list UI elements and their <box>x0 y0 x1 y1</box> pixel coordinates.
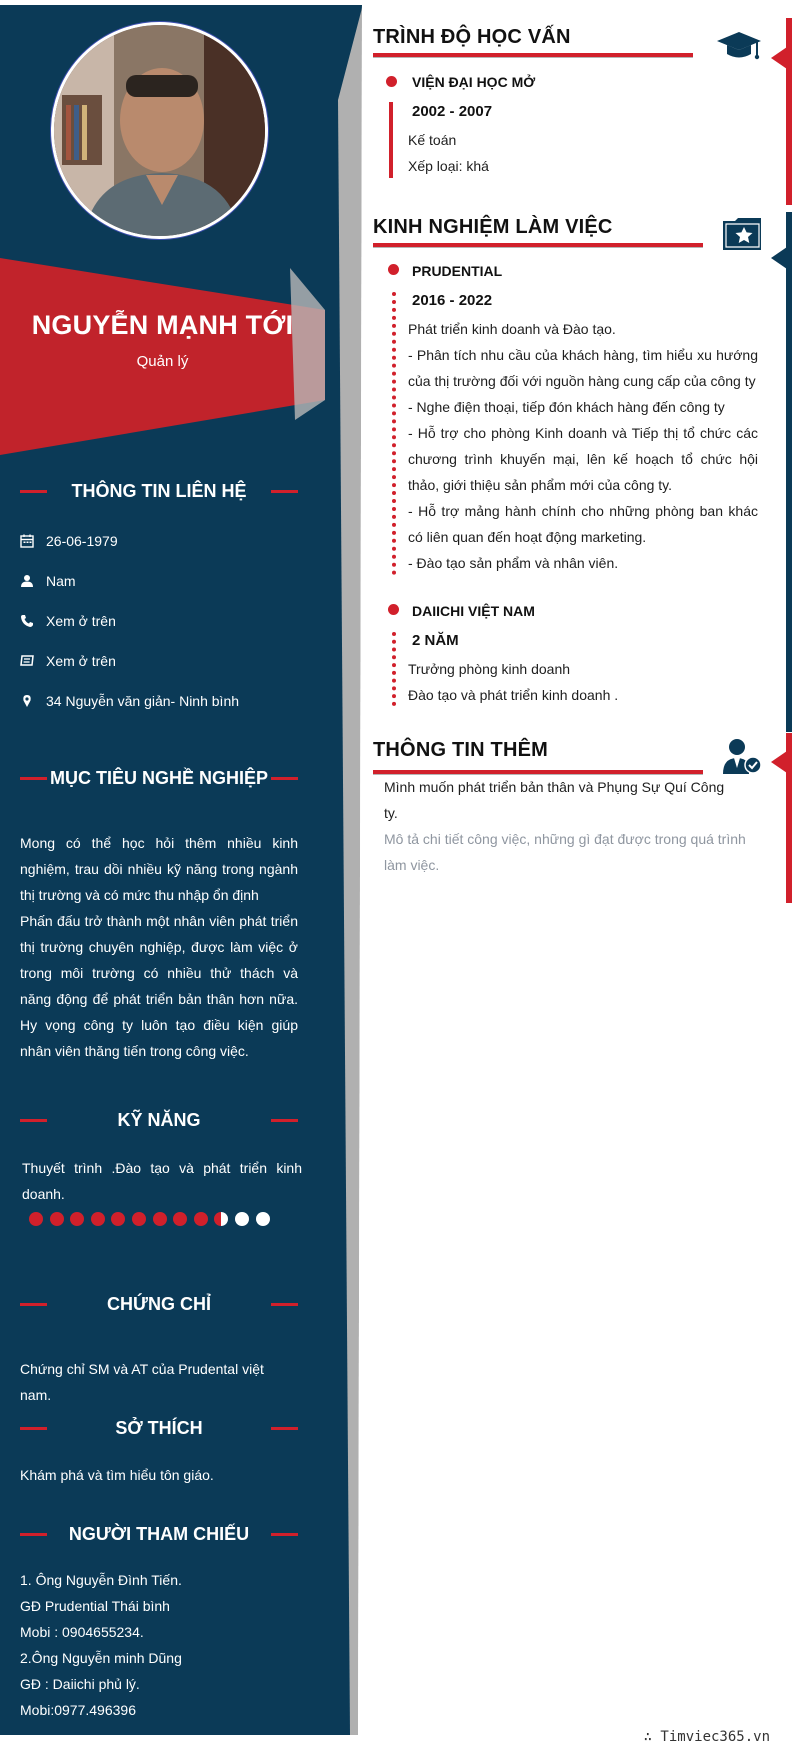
skill-rating-dot <box>91 1212 105 1226</box>
skill-rating-dot <box>111 1212 125 1226</box>
experience-details <box>408 316 758 576</box>
objective-heading <box>20 768 298 789</box>
contact-gender <box>20 570 300 592</box>
objective-heading-text: MỤC TIÊU NGHỀ NGHIỆP <box>49 768 268 788</box>
heading-dash <box>271 1119 298 1122</box>
timeline-bullet <box>386 76 397 87</box>
envelope-icon <box>20 654 46 668</box>
objective-text <box>20 830 298 1064</box>
education-heading: TRÌNH ĐỘ HỌC VẤN <box>373 26 571 48</box>
education-school: VIỆN ĐẠI HỌC MỞ <box>412 74 536 90</box>
gender-value: Nam <box>46 573 76 589</box>
certificates-heading <box>20 1294 298 1315</box>
phone-icon <box>20 614 46 628</box>
section-notch <box>771 751 787 773</box>
skill-rating <box>29 1212 270 1226</box>
heading-dash <box>20 1427 47 1430</box>
experience-heading: KINH NGHIỆM LÀM VIỆC <box>373 216 613 238</box>
skill-rating-dot <box>29 1212 43 1226</box>
experience-detail-line: - Đào tạo sản phẩm và nhân viên. <box>408 555 619 571</box>
hobbies-text: Khám phá và tìm hiểu tôn giáo. <box>20 1467 214 1483</box>
heading-dash <box>271 777 298 780</box>
phone-value: Xem ở trên <box>46 613 116 629</box>
timeline-bullet <box>388 264 399 275</box>
contact-heading-text: THÔNG TIN LIÊN HỆ <box>71 481 247 501</box>
education-detail-line: Kế toán <box>408 132 457 148</box>
contact-heading <box>20 481 298 502</box>
skill-rating-dot <box>70 1212 84 1226</box>
candidate-role: Quản lý <box>136 353 189 370</box>
experience-detail-line: Đào tạo và phát triển kinh doanh . <box>408 687 619 703</box>
experience-company: PRUDENTIAL <box>412 263 503 279</box>
certificates-text: Chứng chỉ SM và AT của Prudental việt nam. <box>20 1361 264 1403</box>
section-notch <box>771 47 787 69</box>
timeline-line <box>389 102 393 178</box>
education-heading-underline <box>373 53 693 57</box>
experience-period: 2 NĂM <box>412 632 459 649</box>
contact-email <box>20 650 300 672</box>
education-detail-line: Xếp loại: khá <box>408 158 489 174</box>
reference-line: GĐ Prudential Thái bình <box>20 1598 170 1614</box>
contact-phone <box>20 610 300 632</box>
reference-line: Mobi:0977.496396 <box>20 1702 136 1718</box>
references-heading-text: NGƯỜI THAM CHIẾU <box>68 1524 250 1544</box>
section-notch <box>771 247 787 269</box>
experience-heading-underline <box>373 243 703 247</box>
heading-dash <box>271 1303 298 1306</box>
skill-rating-dot <box>153 1212 167 1226</box>
experience-detail-line: Trưởng phòng kinh doanh <box>408 661 571 677</box>
timeline-dotted-line <box>392 292 396 575</box>
star-folder-icon <box>722 217 762 256</box>
heading-dash <box>20 490 47 493</box>
references-heading <box>20 1524 298 1545</box>
skill-rating-dot <box>132 1212 146 1226</box>
contact-birthday <box>20 530 300 552</box>
skill-rating-dot <box>173 1212 187 1226</box>
brand-mark-icon: ∴ <box>643 1729 661 1745</box>
experience-detail-line: - Hỗ trợ cho phòng Kinh doanh và Tiếp thị tổ chức các chương trình khuyến mại, lên kế hoạch tổ chức hội thảo, giới thiệu sản phẩm mới của công ty. <box>408 425 758 493</box>
experience-detail-line: - Nghe điện thoại, tiếp đón khách hàng đến công ty <box>408 399 725 415</box>
birthday-value: 26-06-1979 <box>46 533 118 549</box>
heading-dash <box>20 1119 47 1122</box>
experience-detail-line: Phát triển kinh doanh và Đào tạo. <box>408 321 616 337</box>
heading-dash <box>271 1427 298 1430</box>
skill-rating-dot <box>214 1212 228 1226</box>
skills-heading <box>20 1110 298 1131</box>
experience-details <box>408 656 758 708</box>
heading-dash <box>271 490 298 493</box>
additional-heading: THÔNG TIN THÊM <box>373 739 549 761</box>
hobbies-heading <box>20 1418 298 1439</box>
heading-dash <box>20 1533 47 1536</box>
skills-heading-text: KỸ NĂNG <box>117 1110 201 1130</box>
additional-text: Mình muốn phát triển bản thân và Phụng Sự Quí Công ty. <box>384 779 725 821</box>
skill-name: Thuyết trình .Đào tạo và phát triển kinh doanh. <box>22 1160 302 1202</box>
calendar-icon <box>20 534 46 548</box>
reference-line: Mobi : 0904655234. <box>20 1624 144 1640</box>
footer-brand <box>644 1729 770 1745</box>
profile-photo <box>51 22 268 239</box>
reference-line: 1. Ông Nguyễn Đình Tiến. <box>20 1572 182 1588</box>
timeline-bullet <box>388 604 399 615</box>
person-icon <box>20 574 46 588</box>
section-sidebar-bar <box>786 212 792 732</box>
contact-address <box>20 690 300 712</box>
brand-text: Timviec365.vn <box>660 1729 770 1745</box>
additional-hint: Mô tả chi tiết công việc, những gì đạt được trong quá trình làm việc. <box>384 831 746 873</box>
education-period: 2002 - 2007 <box>412 103 493 120</box>
skill-rating-dot <box>50 1212 64 1226</box>
skill-rating-dot <box>194 1212 208 1226</box>
timeline-dotted-line <box>392 632 396 706</box>
map-pin-icon <box>20 694 46 708</box>
skill-rating-dot <box>256 1212 270 1226</box>
address-value: 34 Nguyễn văn giản- Ninh bình <box>46 693 240 709</box>
experience-period: 2016 - 2022 <box>412 292 493 309</box>
graduation-cap-icon <box>716 30 762 69</box>
certificates-heading-text: CHỨNG CHỈ <box>107 1294 211 1314</box>
heading-dash <box>20 1303 47 1306</box>
hobbies-heading-text: SỞ THÍCH <box>115 1418 203 1438</box>
reference-line: 2.Ông Nguyễn minh Dũng <box>20 1650 182 1666</box>
email-value: Xem ở trên <box>46 653 116 669</box>
experience-detail-line: - Hỗ trợ mảng hành chính cho những phòng ban khác có liên quan đến hoạt động marketing. <box>408 503 758 545</box>
objective-paragraph: Phấn đấu trở thành một nhân viên phát triển thị trường chuyên nghiệp, được làm việc ở trong môi trường có nhiều thử thách và năng động để phát triển bản thân hơn nữa. Hy vọng công ty luôn tạo điều kiện giúp nhân viên thăng tiến trong công việc. <box>20 913 298 1059</box>
skill-rating-dot <box>235 1212 249 1226</box>
experience-company: DAIICHI VIỆT NAM <box>412 603 535 619</box>
objective-paragraph: Mong có thể học hỏi thêm nhiều kinh nghiệm, trau dồi nhiều kỹ năng trong ngành thị trường và có mức thu nhập ổn định <box>20 835 298 903</box>
education-details <box>408 127 758 179</box>
experience-detail-line: - Phân tích nhu cầu của khách hàng, tìm hiểu xu hướng của thị trường đối với nguồn hàng cung cấp của công ty <box>408 347 758 389</box>
reference-line: GĐ : Daiichi phủ lý. <box>20 1676 140 1692</box>
candidate-name: NGUYỄN MẠNH TỚI <box>31 310 294 340</box>
references-list <box>20 1567 298 1723</box>
heading-dash <box>20 777 47 780</box>
heading-dash <box>271 1533 298 1536</box>
